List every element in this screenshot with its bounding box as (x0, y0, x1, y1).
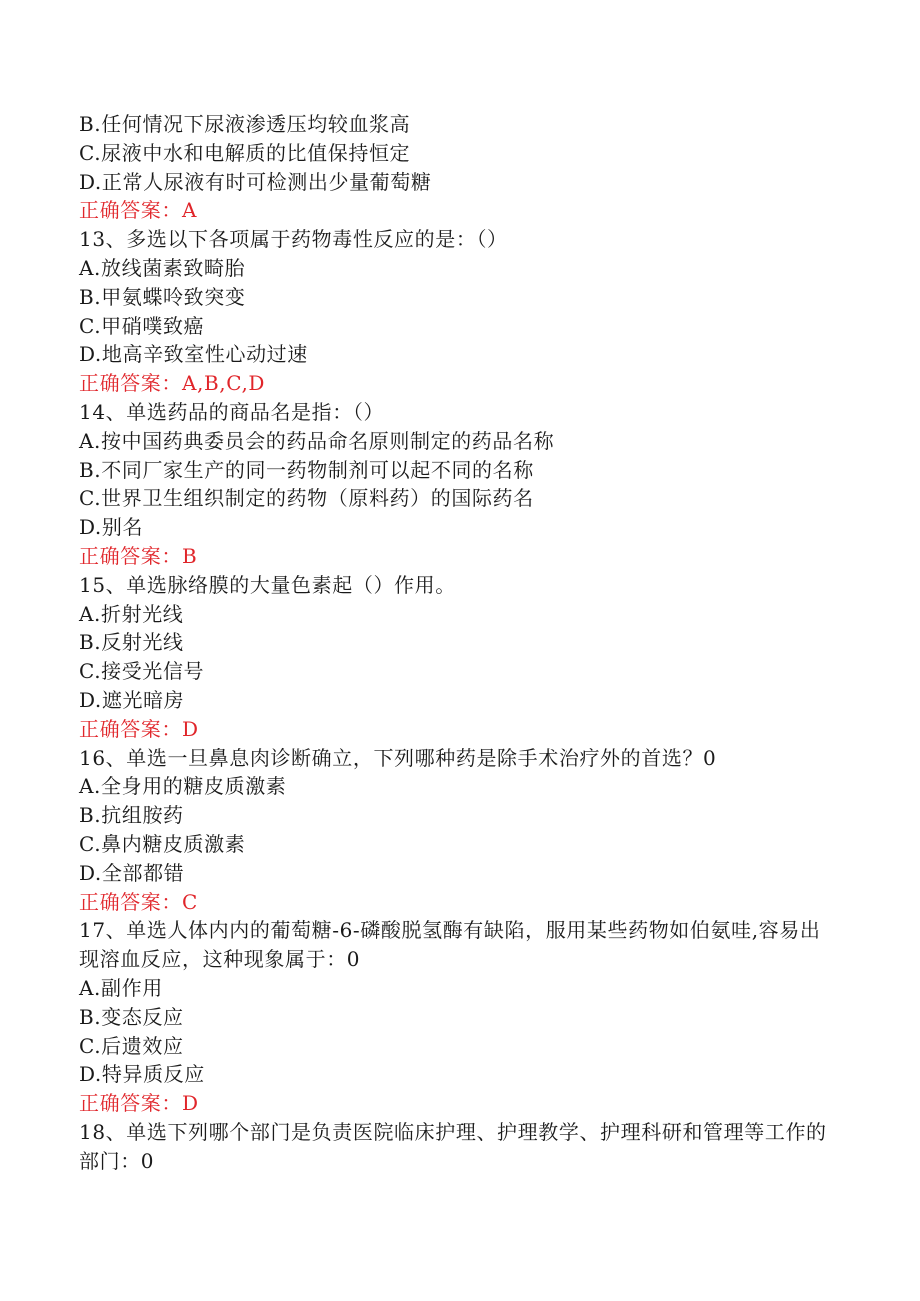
option-line: B.甲氨蝶呤致突变 (79, 284, 246, 309)
answer-value: A (182, 198, 198, 223)
option-line: D.地高辛致室性心动过速 (79, 342, 308, 367)
answer-label: 正确答案： (79, 1091, 182, 1116)
answer-value: C (182, 889, 198, 914)
option-line: D.别名 (79, 515, 144, 540)
answer-label: 正确答案： (79, 716, 182, 741)
option-line: C.接受光信号 (79, 659, 205, 684)
answer-value: D (182, 1091, 199, 1116)
option-line: A.放线菌素致畸胎 (79, 255, 246, 280)
option-line: C.甲硝噗致癌 (79, 313, 205, 338)
option-line: B.任何情况下尿液渗透压均较血浆高 (79, 112, 411, 136)
answer-line (79, 196, 839, 225)
answer-value: A,B,C,D (182, 371, 266, 396)
answer-line (79, 542, 839, 571)
option-line: C.后遗效应 (79, 1033, 184, 1058)
answer-label: 正确答案： (79, 543, 182, 568)
option-line: C.鼻内糖皮质激素 (79, 831, 246, 856)
answer-value: B (182, 543, 198, 568)
answer-label: 正确答案： (79, 889, 182, 914)
question-stem: 17、单选人体内内的葡萄糖-6-磷酸脱氢酶有缺陷，服用某些药物如伯氨哇,容易出现溶血反应，这种现象属于：0 (79, 918, 821, 972)
question-stem: 15、单选脉络膜的大量色素起（）作用。 (79, 572, 456, 597)
option-line: D.遮光暗房 (79, 687, 185, 712)
option-line: A.按中国药典委员会的药品命名原则制定的药品名称 (79, 428, 555, 453)
option-line: A.折射光线 (79, 601, 184, 626)
question-stem: 14、单选药品的商品名是指：（） (79, 399, 385, 424)
answer-label: 正确答案： (79, 198, 182, 223)
option-line: D.特异质反应 (79, 1062, 205, 1087)
answer-line (79, 369, 839, 398)
answer-label: 正确答案： (79, 371, 182, 396)
option-line: B.反射光线 (79, 630, 184, 655)
option-line: C.尿液中水和电解质的比值保持恒定 (79, 140, 411, 165)
option-line: B.抗组胺药 (79, 803, 184, 828)
document-page (79, 110, 839, 1175)
answer-value: D (182, 716, 199, 741)
question-stem: 18、单选下列哪个部门是负责医院临床护理、护理教学、护理科研和管理等工作的部门：0 (79, 1119, 827, 1173)
option-line: D.正常人尿液有时可检测出少量葡萄糖 (79, 169, 432, 194)
option-line: B.不同厂家生产的同一药物制剂可以起不同的名称 (79, 457, 534, 482)
question-stem: 13、多选以下各项属于药物毒性反应的是：（） (79, 227, 508, 252)
option-line: B.变态反应 (79, 1004, 184, 1029)
option-line: A.副作用 (79, 975, 163, 1000)
answer-line (79, 715, 839, 744)
answer-line (79, 888, 839, 917)
answer-line (79, 1089, 839, 1118)
option-line: A.全身用的糖皮质激素 (79, 774, 287, 799)
option-line: D.全部都错 (79, 860, 185, 885)
question-stem: 16、单选一旦鼻息肉诊断确立，下列哪种药是除手术治疗外的首选？0 (79, 745, 717, 770)
option-line: C.世界卫生组织制定的药物（原料药）的国际药名 (79, 486, 534, 511)
